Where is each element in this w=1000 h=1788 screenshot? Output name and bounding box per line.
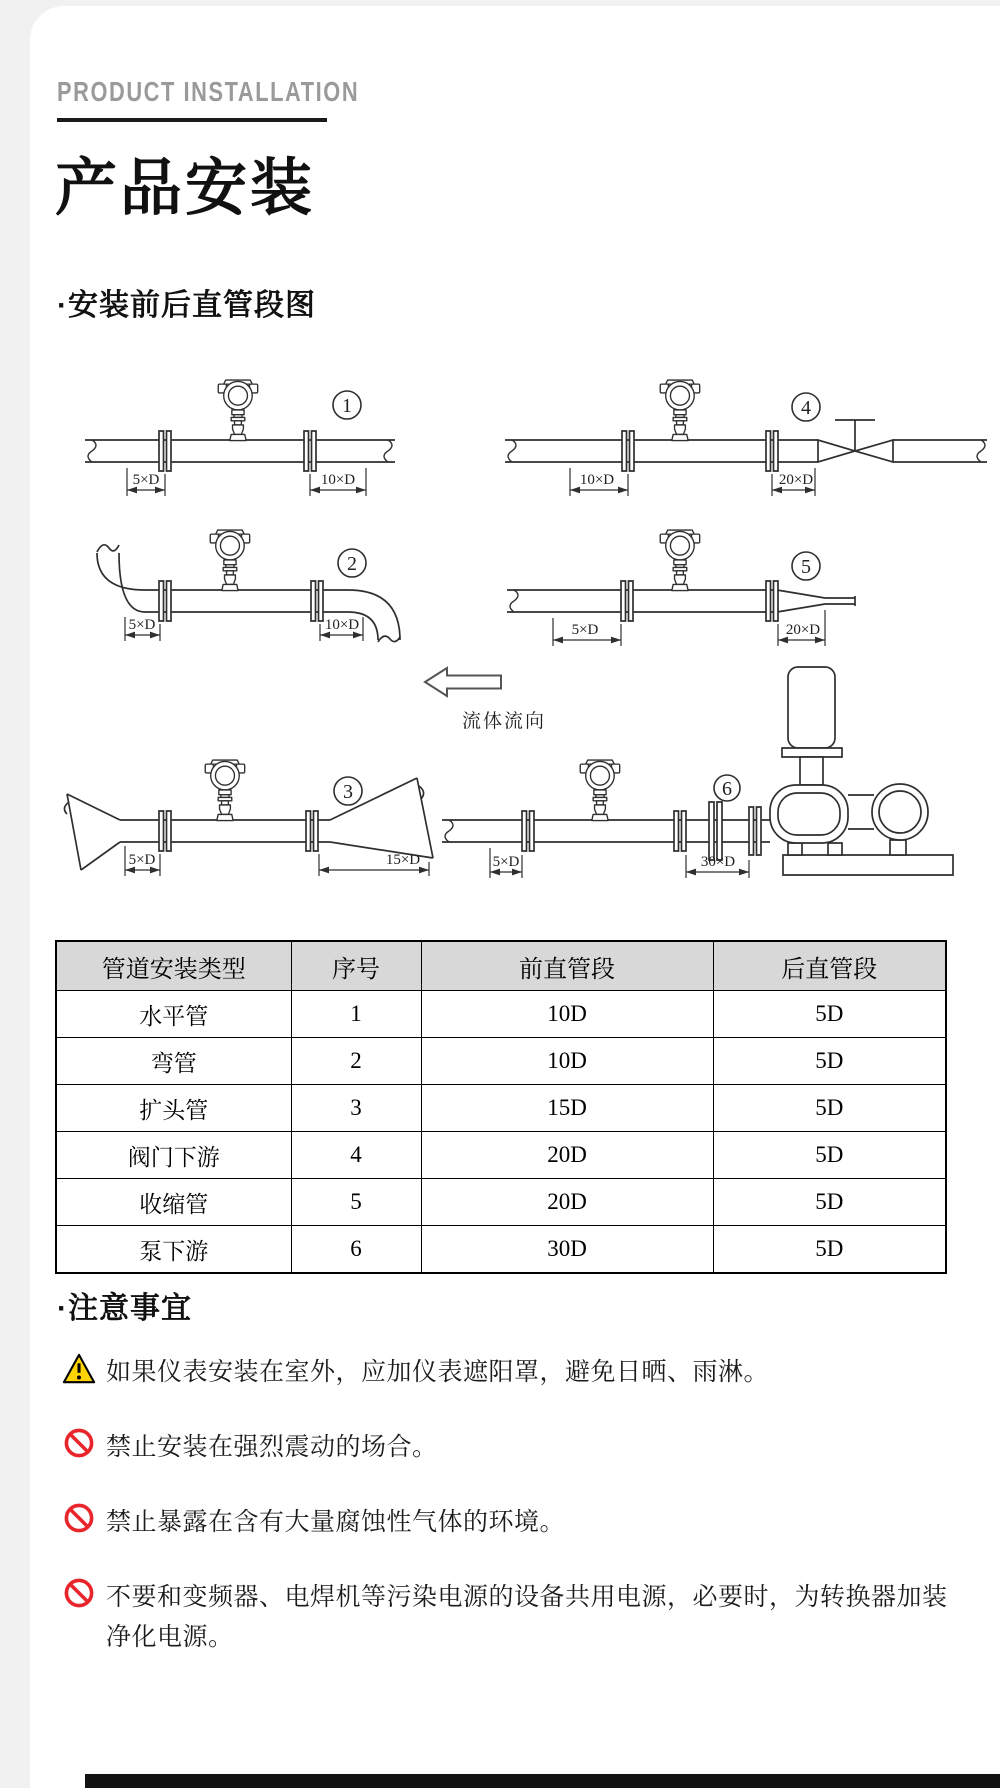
dim-label-left: 5×D <box>492 854 520 870</box>
cell-type: 收缩管 <box>56 1179 291 1226</box>
diagram-pump-downstream <box>430 660 1000 890</box>
table-row <box>56 1132 946 1179</box>
col-header-upstream: 前直管段 <box>421 941 713 991</box>
dim-label-left: 5×D <box>128 617 156 633</box>
cell-type: 弯管 <box>56 1038 291 1085</box>
cell-index: 4 <box>291 1132 421 1179</box>
note-item <box>62 1577 952 1657</box>
no-entry-icon <box>62 1577 96 1609</box>
diagram-horizontal-pipe <box>70 340 400 505</box>
diagram-valve-downstream <box>495 345 1000 510</box>
cell-upstream: 20D <box>421 1132 713 1179</box>
diagram-number: 1 <box>342 395 352 417</box>
cell-upstream: 30D <box>421 1226 713 1274</box>
page-title: 产品安装 <box>55 154 316 223</box>
cell-index: 1 <box>291 991 421 1038</box>
cell-type: 阀门下游 <box>56 1132 291 1179</box>
cell-downstream: 5D <box>713 1085 946 1132</box>
table-row <box>56 1085 946 1132</box>
table-row <box>56 1226 946 1274</box>
no-entry-icon <box>62 1427 96 1459</box>
cell-upstream: 10D <box>421 1038 713 1085</box>
dim-label-right: 20×D <box>778 472 814 488</box>
cell-index: 3 <box>291 1085 421 1132</box>
flow-meter-icon <box>660 530 699 591</box>
col-header-downstream: 后直管段 <box>713 941 946 991</box>
dim-label-left: 5×D <box>132 472 160 488</box>
cell-index: 5 <box>291 1179 421 1226</box>
diagram-number: 5 <box>801 556 811 578</box>
section-title-diagrams: ·安装前后直管段图 <box>57 289 316 322</box>
flow-meter-icon <box>218 380 257 441</box>
valve-icon <box>818 420 893 462</box>
section-title-notes: ·注意事宜 <box>57 1292 192 1325</box>
page-eyebrow: PRODUCT INSTALLATION <box>57 76 360 107</box>
cell-downstream: 5D <box>713 1038 946 1085</box>
dim-label-left: 5×D <box>571 622 599 638</box>
diagram-reducer-pipe <box>495 500 895 650</box>
table-row <box>56 991 946 1038</box>
flow-meter-icon <box>580 760 619 821</box>
dim-label-right: 15×D <box>385 852 421 868</box>
table-row <box>56 1179 946 1226</box>
title-rule <box>57 118 327 122</box>
straight-run-table <box>55 940 947 1274</box>
cell-downstream: 5D <box>713 1132 946 1179</box>
flow-meter-icon <box>205 760 244 821</box>
cell-type: 扩头管 <box>56 1085 291 1132</box>
cell-type: 水平管 <box>56 991 291 1038</box>
cell-upstream: 15D <box>421 1085 713 1132</box>
note-text: 禁止安装在强烈震动的场合。 <box>106 1433 438 1461</box>
note-item <box>62 1502 952 1542</box>
note-text: 禁止暴露在含有大量腐蚀性气体的环境。 <box>106 1508 566 1536</box>
cell-index: 2 <box>291 1038 421 1085</box>
diagram-expander-pipe <box>25 750 445 885</box>
table-row <box>56 1038 946 1085</box>
note-item <box>62 1352 952 1392</box>
diagram-number: 6 <box>722 778 732 800</box>
note-item <box>62 1427 952 1467</box>
flow-meter-icon <box>660 380 699 441</box>
diagram-number: 2 <box>347 553 357 575</box>
cell-downstream: 5D <box>713 991 946 1038</box>
dim-label-left: 5×D <box>128 852 156 868</box>
dim-label-left: 10×D <box>579 472 615 488</box>
dim-label-right: 20×D <box>785 622 821 638</box>
cell-downstream: 5D <box>713 1179 946 1226</box>
warning-triangle-icon <box>62 1352 96 1386</box>
diagram-number: 3 <box>343 781 353 803</box>
note-text: 如果仪表安装在室外，应加仪表遮阳罩，避免日晒、雨淋。 <box>106 1358 770 1386</box>
dim-label-right: 10×D <box>324 617 360 633</box>
col-header-index: 序号 <box>291 941 421 991</box>
flow-direction-label: 流体流向 <box>462 711 547 732</box>
flow-meter-icon <box>210 530 249 591</box>
diagram-elbow-pipe <box>70 505 410 655</box>
cell-upstream: 20D <box>421 1179 713 1226</box>
cell-type: 泵下游 <box>56 1226 291 1274</box>
diagram-number: 4 <box>801 397 811 419</box>
cell-index: 6 <box>291 1226 421 1274</box>
cell-downstream: 5D <box>713 1226 946 1274</box>
cell-upstream: 10D <box>421 991 713 1038</box>
footer-bar <box>85 1774 1000 1788</box>
no-entry-icon <box>62 1502 96 1534</box>
note-text: 不要和变频器、电焊机等污染电源的设备共用电源，必要时，为转换器加装净化电源。 <box>106 1583 948 1651</box>
dim-label-right: 30×D <box>700 854 736 870</box>
col-header-type: 管道安装类型 <box>56 941 291 991</box>
dim-label-right: 10×D <box>320 472 356 488</box>
pump-icon <box>770 667 953 875</box>
